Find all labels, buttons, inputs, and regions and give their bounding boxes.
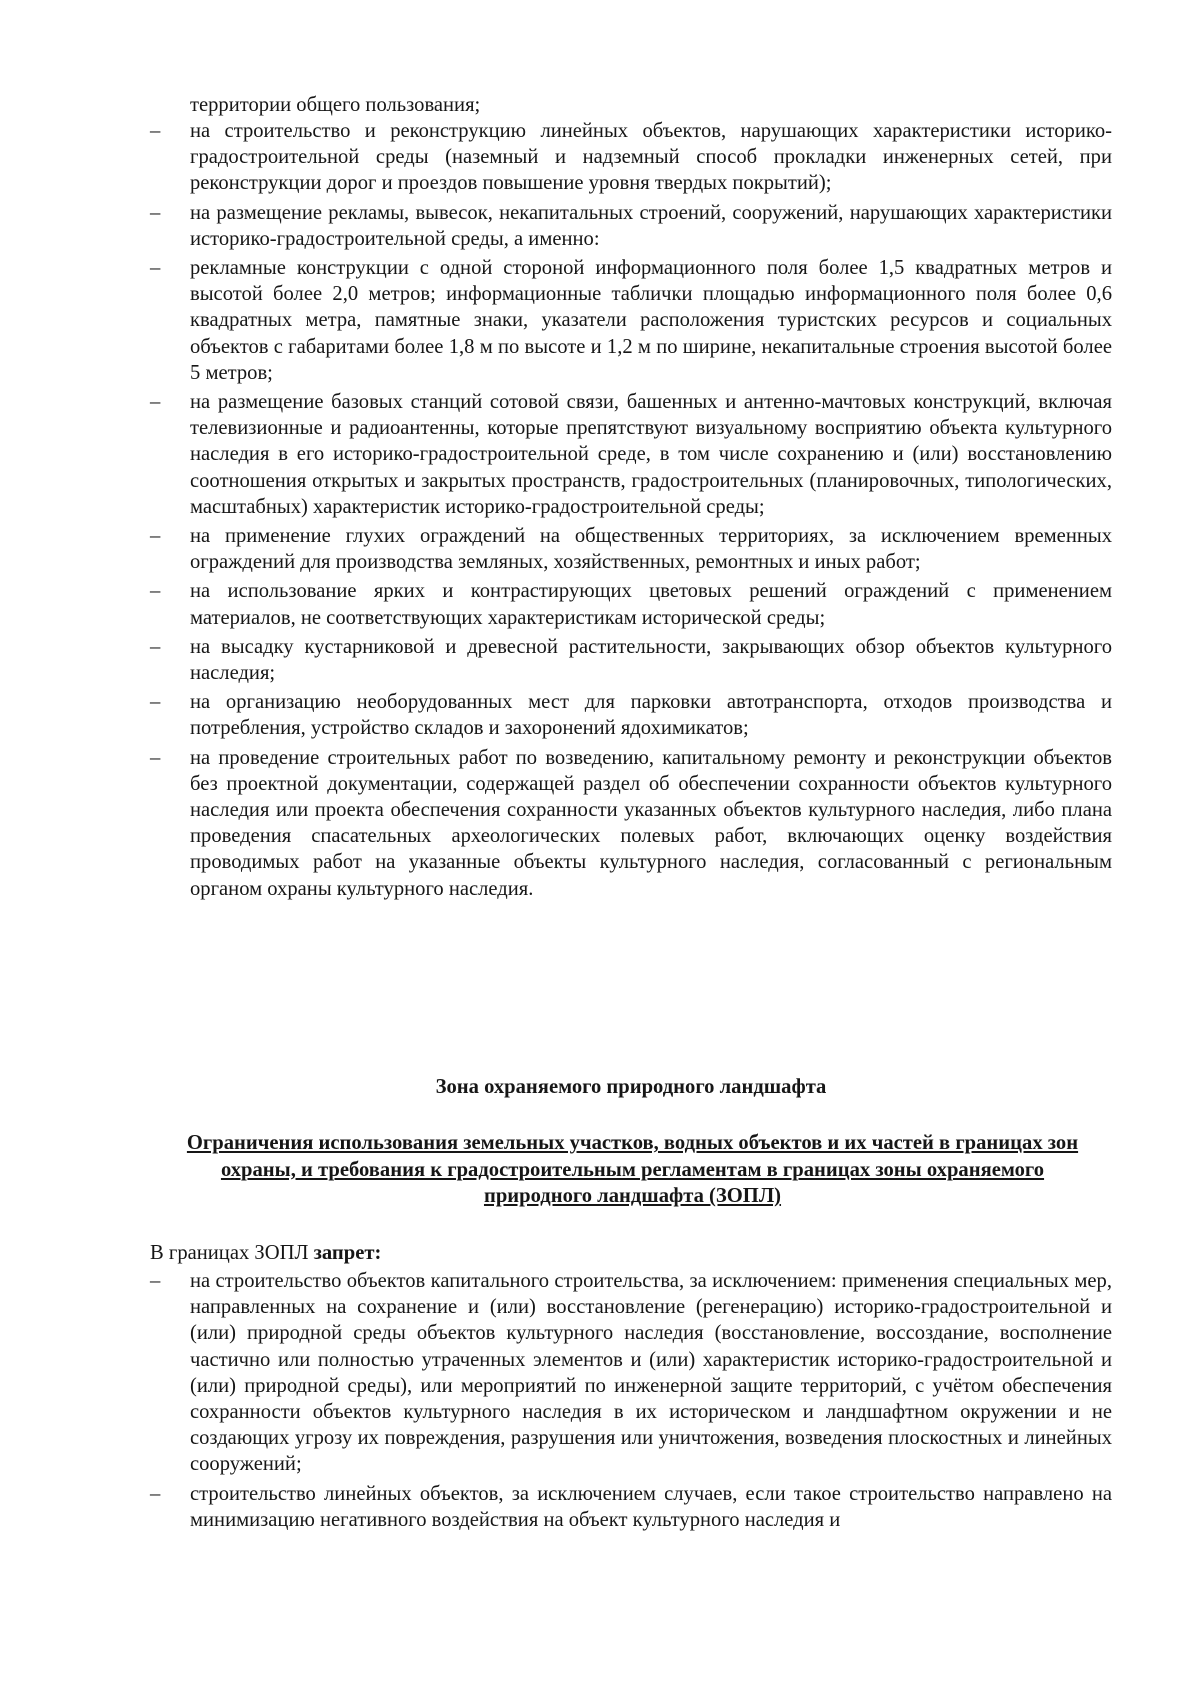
- list-item-text: на размещение рекламы, вывесок, некапитальных строений, сооружений, нарушающих характеристики историко-градостроительной среды, а именно:: [190, 201, 1112, 250]
- bullet-dash: –: [150, 1482, 161, 1505]
- list-item-text: на высадку кустарниковой и древесной растительности, закрывающих обзор объектов культурного наследия;: [190, 635, 1112, 685]
- list-item-text: на проведение строительных работ по возведению, капитальному ремонту и реконструкции объектов без проектной документации, содержащей раздел об обеспечении сохранности объектов культурного наследия или проекта обеспечения сохранности указанных объектов культурного наследия, либо плана проведения спасательных археологических полевых работ, включающих оценку воздействия проводимых работ на указанные объекты культурного наследия, согласованный с региональным органом охраны культурного наследия.: [190, 746, 1112, 900]
- bullet-dash: –: [150, 580, 161, 603]
- restrictions-list-1: [150, 118, 1112, 905]
- list-item: [150, 1481, 1112, 1533]
- list-item-text: на строительство объектов капитального строительства, за исключением: применения специальных мер, направленных на сохранение и (или) восстановление (регенерацию) историко-градостроительной и (или) природной среды объектов культурного наследия (восстановление, воссоздание, восполнение частично или полностью утраченных элементов и (или) характеристик историко-градостроительной и (или) природной среды), или мероприятий по инженерной защите территорий, с учётом обеспечения сохранности объектов культурного наследия в их историческом и ландшафтном окружении и не создающих угрозу их повреждения, разрушения или уничтожения, возведения плоскостных и линейных сооружений;: [190, 1270, 1112, 1476]
- list-item: [150, 689, 1112, 741]
- list-item: [150, 389, 1112, 520]
- list-item: [150, 578, 1112, 630]
- bullet-list-1: [150, 118, 1112, 902]
- list-item: [150, 1268, 1112, 1478]
- bullet-dash: –: [150, 120, 161, 142]
- intro-bold: запрет:: [313, 1242, 382, 1264]
- bullet-dash: –: [150, 525, 161, 548]
- bullet-list-2: [150, 1268, 1112, 1533]
- bullet-dash: –: [150, 635, 161, 658]
- list-item-text: на строительство и реконструкцию линейных объектов, нарушающих характеристики историко-градостроительной среды (наземный и надземный способ прокладки инженерных сетей, при реконструкции дорог и проездов повышение уровня твердых покрытий);: [190, 120, 1112, 195]
- list-item-text: на размещение базовых станций сотовой связи, башенных и антенно-мачтовых конструкций, включая телевизионные и радиоантенны, которые препятствуют визуальному восприятию объекта культурного наследия в его историко-градостроительной среде, в том числе сохранению и (или) восстановлению соотношения открытых и закрытых пространств, градостроительных (планировочных, типологических, масштабных) характеристик историко-градостроительной среды;: [190, 391, 1112, 518]
- list-item: [150, 255, 1112, 386]
- list-item-text: рекламные конструкции с одной стороной информационного поля более 1,5 квадратных метров и высотой более 2,0 метров; информационные таблички площадью информационного поля более 0,6 квадратных метра, памятные знаки, указатели расположения туристских ресурсов и социальных объектов с габаритами более 1,8 м по высоте и 1,2 м по ширине, некапитальные строения высотой более 5 метров;: [190, 257, 1112, 384]
- list-item-text: на применение глухих ограждений на общественных территориях, за исключением временных ограждений для производства земляных, хозяйственных, ремонтных и иных работ;: [190, 525, 1112, 574]
- list-item-text: на использование ярких и контрастирующих цветовых решений ограждений с применением материалов, не соответствующих характеристикам исторической среды;: [190, 580, 1112, 629]
- bullet-dash: –: [150, 257, 161, 280]
- list-item: [150, 200, 1112, 252]
- list-item-text: строительство линейных объектов, за исключением случаев, если такое строительство направлено на минимизацию негативного воздействия на объект культурного наследия и: [190, 1482, 1112, 1531]
- bullet-dash: –: [150, 1270, 161, 1292]
- bullet-dash: –: [150, 391, 161, 414]
- list-item-text: на организацию необорудованных мест для парковки автотранспорта, отходов производства и потребления, устройство складов и захоронений ядохимикатов;: [190, 691, 1112, 740]
- list-item: [150, 634, 1112, 686]
- section-subheading: Ограничения использования земельных участков, водных объектов и их частей в границах зон охраны, и требования к градостроительным регламентам в границах зоны охраняемого природного ландшафта (ЗОПЛ): [186, 1132, 1079, 1208]
- section-heading: Зона охраняемого природного ландшафта: [435, 1076, 827, 1098]
- bullet-dash: –: [150, 201, 161, 224]
- intro-line: [150, 1240, 381, 1266]
- bullet-dash: –: [150, 746, 161, 769]
- continuation-line: территории общего пользования;: [190, 94, 481, 116]
- bullet-dash: –: [150, 691, 161, 714]
- list-item: [150, 118, 1112, 197]
- restrictions-list-2: [150, 1268, 1112, 1536]
- intro-prefix: В границах ЗОПЛ: [150, 1242, 314, 1264]
- list-item: [150, 523, 1112, 575]
- list-item: [150, 745, 1112, 902]
